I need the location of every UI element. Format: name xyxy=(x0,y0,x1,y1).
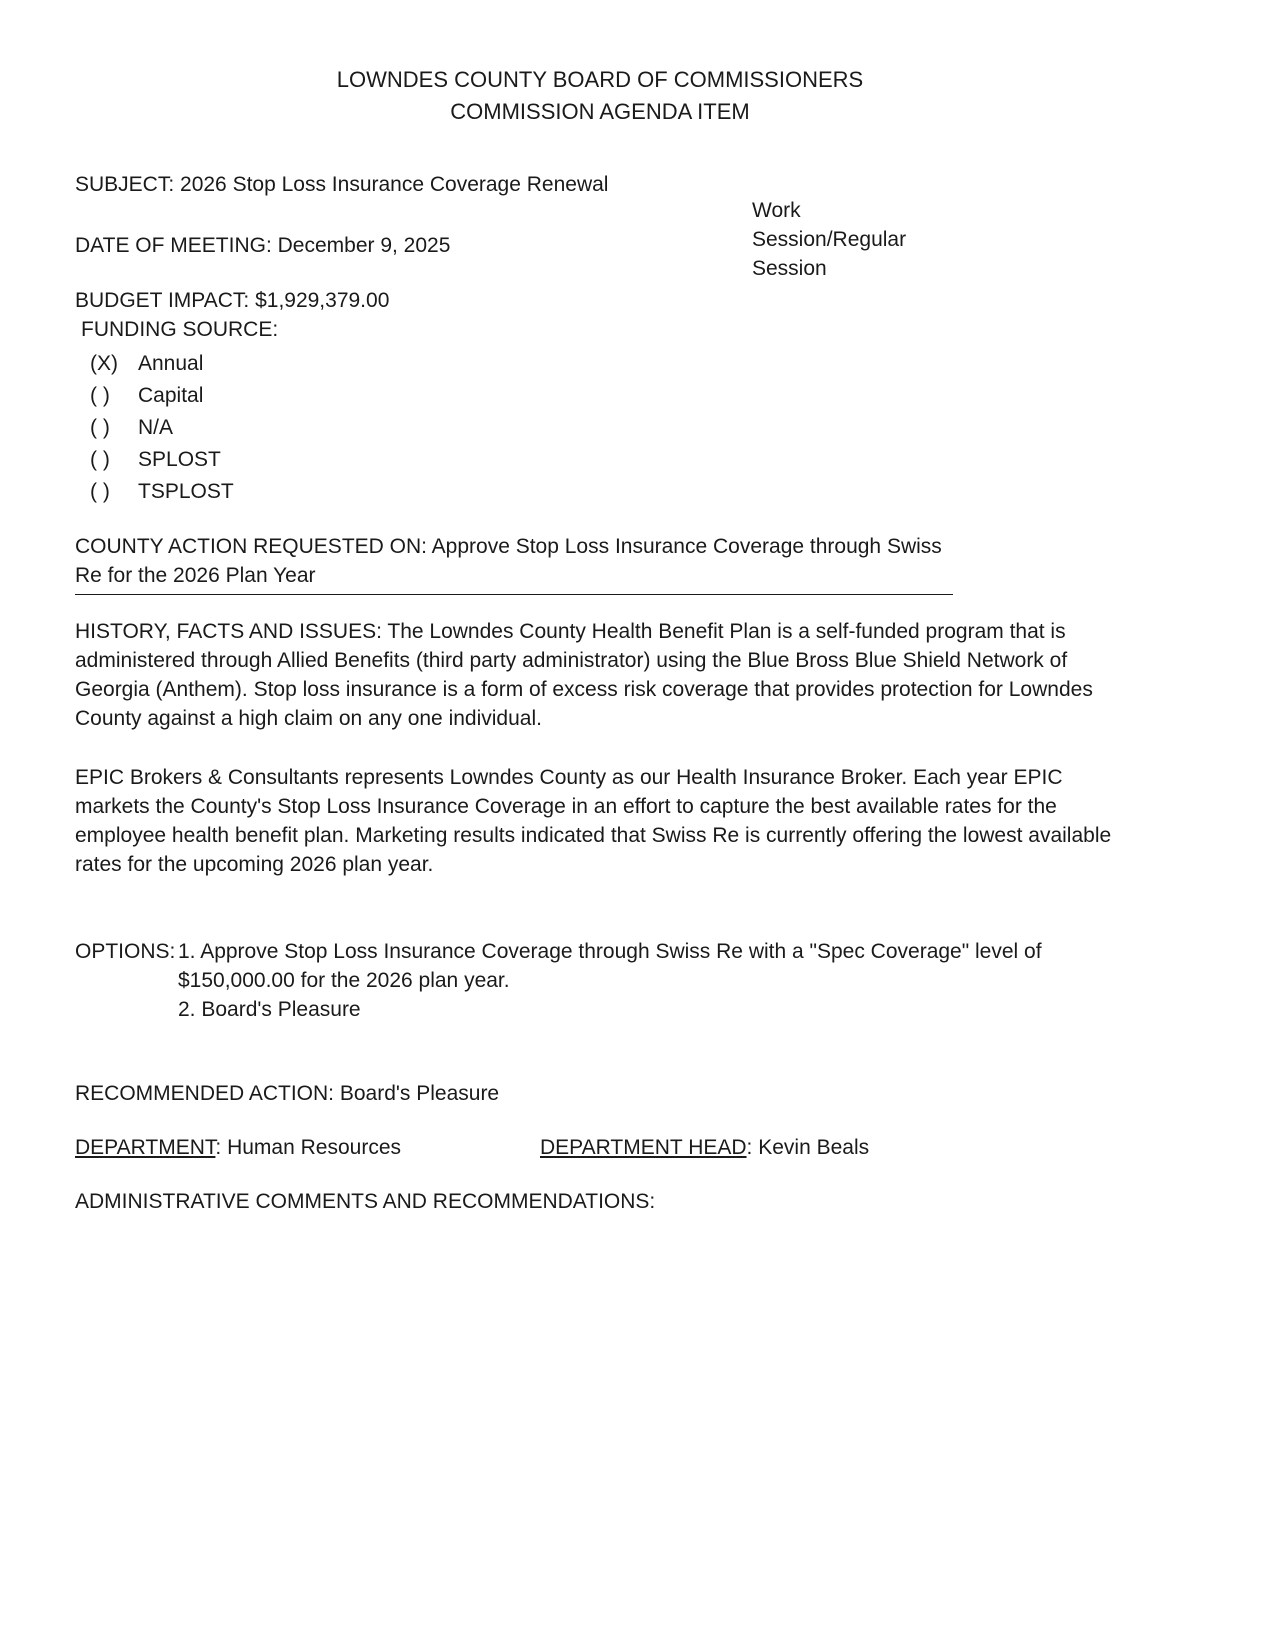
session-type-block xyxy=(752,196,952,283)
budget-impact-line: BUDGET IMPACT: $1,929,379.00 xyxy=(75,289,390,312)
funding-label-na: N/A xyxy=(138,416,174,439)
department-value: : Human Resources xyxy=(215,1136,401,1159)
funding-label-tsplost: TSPLOST xyxy=(138,480,234,503)
session-line-2: Session/Regular xyxy=(752,228,907,251)
options-label: OPTIONS: xyxy=(75,940,176,963)
funding-option-na xyxy=(90,412,1125,444)
history-paragraph-2: EPIC Brokers & Consultants represents Lowndes County as our Health Insurance Broker. Each year EPIC markets the County's Stop Loss Insurance Coverage in an effort to capture the best available rates for the employee health benefit plan. Marketing results indicated that Swiss Re is currently offering the lowest available rates for the upcoming 2026 plan year. xyxy=(75,766,1112,876)
funding-checkbox-capital: ( ) xyxy=(90,384,110,407)
funding-option-splost xyxy=(90,444,1125,476)
department-head-label: DEPARTMENT HEAD xyxy=(540,1136,747,1159)
options-list xyxy=(178,937,1058,1024)
session-line-3: Session xyxy=(752,257,827,280)
title-line-2: COMMISSION AGENDA ITEM xyxy=(450,99,750,124)
document-title xyxy=(75,64,1125,128)
funding-checkbox-na: ( ) xyxy=(90,416,110,439)
history-paragraph-1: HISTORY, FACTS AND ISSUES: The Lowndes County Health Benefit Plan is a self-funded program that is administered through Allied Benefits (third party administrator) using the Blue Bross Blue Shield Network of Georgia (Anthem). Stop loss insurance is a form of excess risk coverage that provides protection for Lowndes County against a high claim on any one individual. xyxy=(75,620,1093,730)
department-row xyxy=(75,1133,1125,1162)
department-cell xyxy=(75,1133,540,1162)
funding-option-capital xyxy=(90,380,1125,412)
department-head-value: : Kevin Beals xyxy=(746,1136,870,1159)
funding-source-label: FUNDING SOURCE: xyxy=(81,318,279,341)
title-line-1: LOWNDES COUNTY BOARD OF COMMISSIONERS xyxy=(336,67,864,92)
funding-option-tsplost xyxy=(90,476,1125,508)
funding-label-capital: Capital xyxy=(138,384,204,407)
department-head-cell xyxy=(540,1133,869,1162)
county-action-requested: COUNTY ACTION REQUESTED ON: Approve Stop Loss Insurance Coverage through Swiss Re for the 2026 Plan Year xyxy=(75,532,953,595)
session-line-1: Work xyxy=(752,199,801,222)
funding-label-annual: Annual xyxy=(138,352,204,375)
date-of-meeting-line: DATE OF MEETING: December 9, 2025 xyxy=(75,234,451,257)
funding-checkbox-splost: ( ) xyxy=(90,448,110,471)
funding-checkbox-tsplost: ( ) xyxy=(90,480,110,503)
administrative-comments-line: ADMINISTRATIVE COMMENTS AND RECOMMENDATIONS: xyxy=(75,1190,656,1213)
subject-line: SUBJECT: 2026 Stop Loss Insurance Coverage Renewal xyxy=(75,173,609,196)
funding-checkbox-annual: (X) xyxy=(90,352,118,375)
recommended-action-line: RECOMMENDED ACTION: Board's Pleasure xyxy=(75,1082,500,1105)
option-2: 2. Board's Pleasure xyxy=(178,998,361,1021)
option-1: 1. Approve Stop Loss Insurance Coverage through Swiss Re with a "Spec Coverage" level of $150,000.00 for the 2026 plan year. xyxy=(178,940,1042,992)
funding-source-list xyxy=(75,348,1125,508)
options-section xyxy=(75,937,1125,1024)
funding-option-annual xyxy=(90,348,1125,380)
department-label: DEPARTMENT xyxy=(75,1136,216,1159)
funding-label-splost: SPLOST xyxy=(138,448,221,471)
